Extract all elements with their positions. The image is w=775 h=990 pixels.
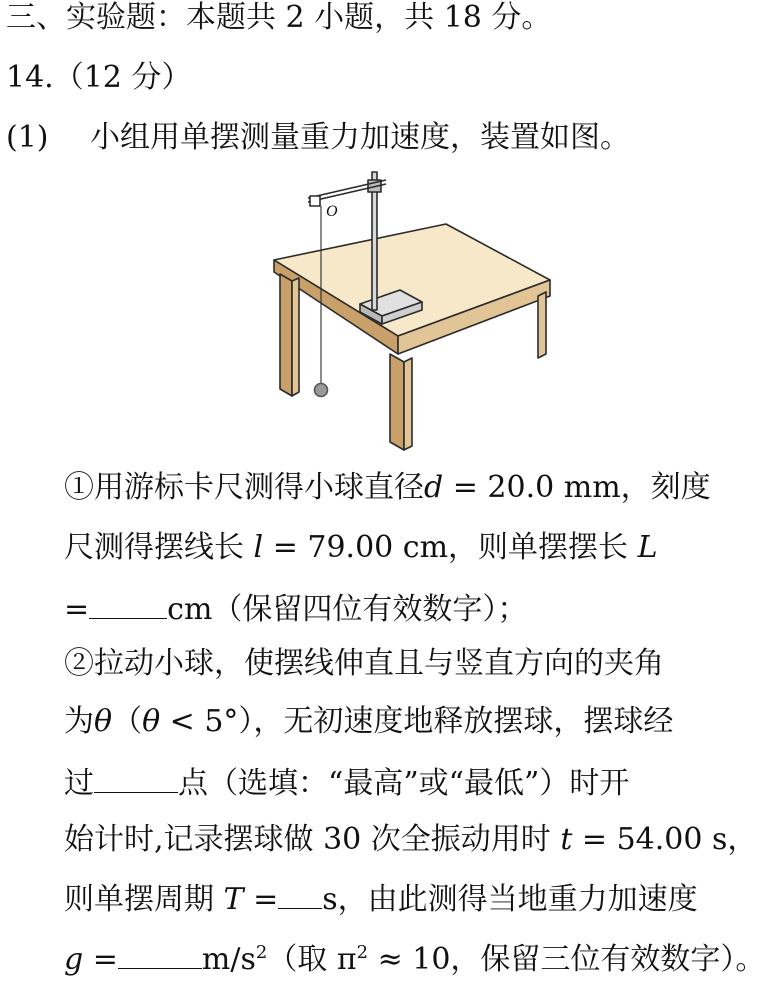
equals-sign: = [64, 592, 90, 627]
step2-line3-prefix: 过 [64, 766, 94, 801]
step2-line2 [64, 702, 673, 742]
step1-line2 [64, 528, 658, 568]
note-prefix: （取 π [267, 942, 357, 977]
step2-line3-suffix: 点（选填：“最高”或“最低”）时开 [178, 766, 630, 801]
note-suffix: ≈ 10，保留三位有效数字）。 [368, 942, 766, 977]
answer-blank-period[interactable] [278, 878, 322, 909]
paren-open: （ [112, 704, 143, 739]
step2-line6 [64, 938, 765, 980]
step1-line1-prefix: ①用游标卡尺测得小球直径 [64, 470, 424, 505]
pivot-label: O [326, 203, 338, 220]
pendulum-apparatus-figure [268, 168, 558, 453]
step2-line4 [64, 820, 757, 860]
pi-exponent: 2 [356, 942, 369, 963]
step2-line5 [64, 878, 698, 920]
answer-blank-gravity[interactable] [118, 938, 202, 969]
step2-line4-value: = 54.00 s， [572, 822, 758, 857]
step2-line5-prefix: 则单摆周期 [64, 882, 224, 917]
step2-line4-prefix: 始计时,记录摆球做 30 次全振动用时 [64, 822, 561, 857]
time-symbol: t [560, 822, 573, 857]
period-symbol: T [223, 882, 244, 917]
section-title: 三、实验题：本题共 2 小题，共 18 分。 [6, 0, 552, 35]
step1-line2-value: = 79.00 cm，则单摆摆长 [263, 530, 638, 565]
step1-line1-value: = 20.0 mm，刻度 [443, 470, 711, 505]
gravity-unit-exponent: 2 [255, 942, 268, 963]
question-number: 14.（12 分） [6, 60, 192, 95]
step1-line3 [64, 588, 527, 630]
step2-line5-suffix: s，由此测得当地重力加速度 [322, 882, 698, 917]
part-text: 小组用单摆测量重力加速度，装置如图。 [90, 120, 630, 155]
angle-symbol-2: θ [142, 704, 161, 739]
period-equals: = [243, 882, 279, 917]
gravity-equals: = [83, 942, 118, 977]
diameter-symbol: d [424, 470, 444, 505]
step2-line2-condition: < 5°），无初速度地释放摆球，摆球经 [160, 704, 674, 739]
gravity-symbol: g [64, 942, 84, 977]
step1-line2-prefix: 尺测得摆线长 [64, 530, 254, 565]
part-label: (1) [6, 120, 49, 155]
answer-blank-length[interactable] [89, 588, 167, 619]
step2-line1: ②拉动小球，使摆线伸直且与竖直方向的夹角 [64, 646, 664, 681]
answer-blank-position[interactable] [94, 762, 178, 793]
pendulum-length-symbol: L [637, 530, 658, 565]
step1-line3-suffix: cm（保留四位有效数字）； [167, 592, 528, 627]
step1-line1 [64, 468, 711, 508]
step2-line2-prefix: 为 [64, 704, 94, 739]
gravity-unit: m/s [201, 942, 256, 977]
string-length-symbol: l [253, 530, 264, 565]
step2-line3 [64, 762, 629, 804]
angle-symbol: θ [94, 704, 113, 739]
